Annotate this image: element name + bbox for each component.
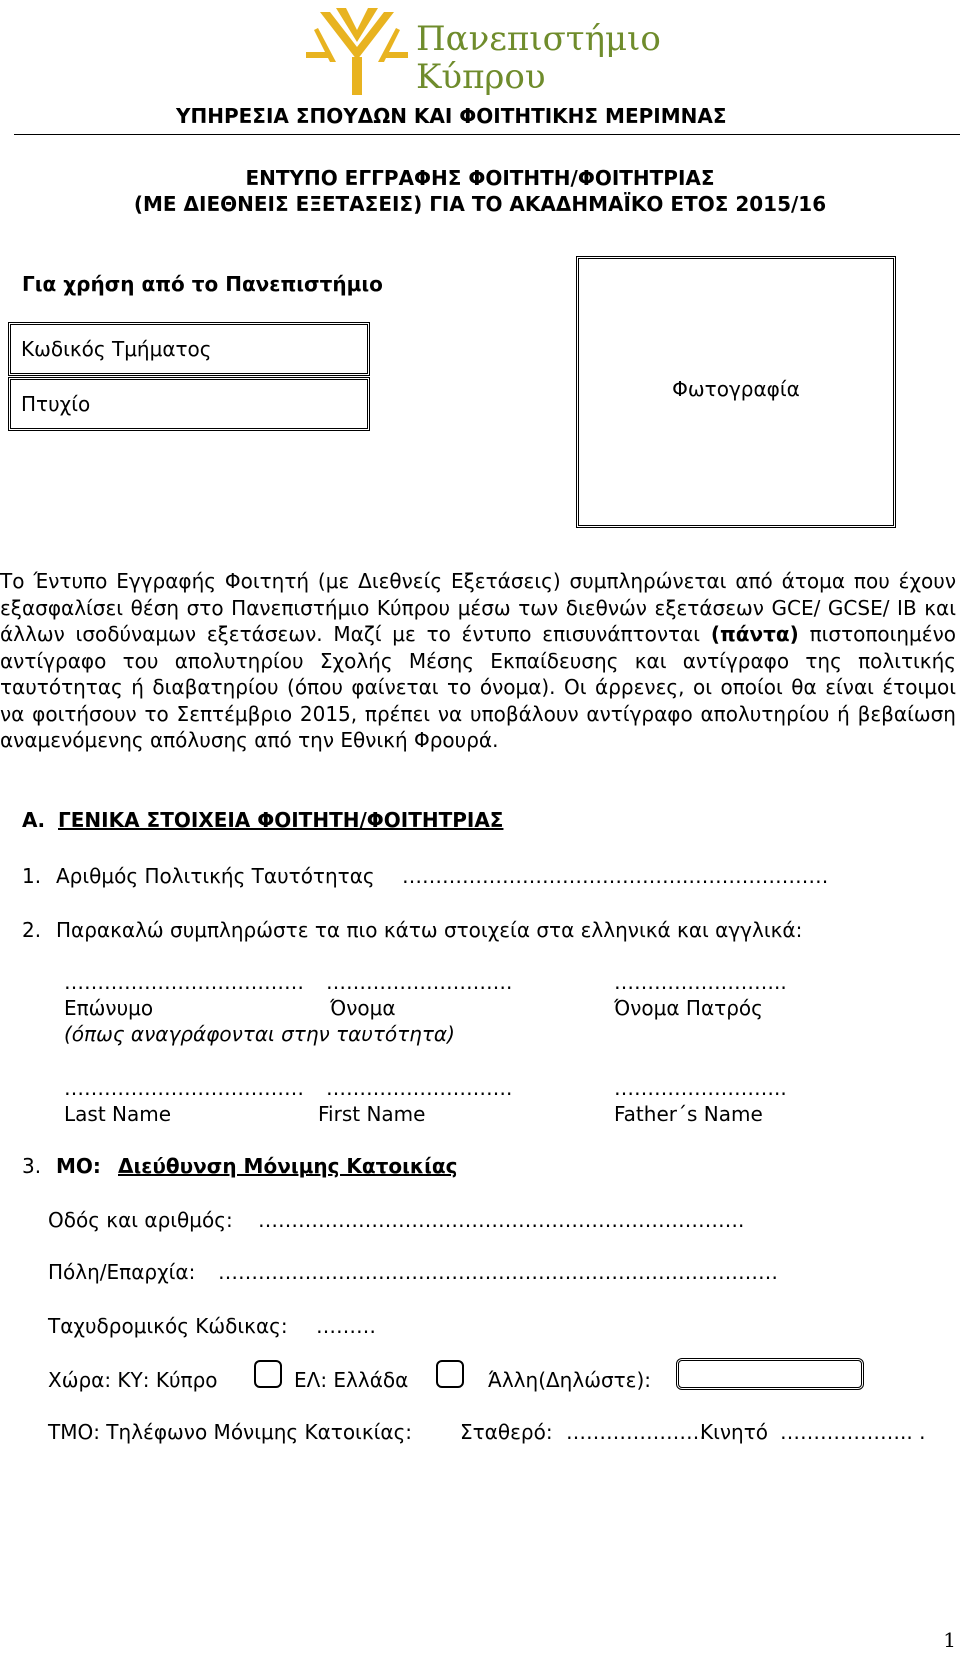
item1-label: Αριθμός Πολιτικής Ταυτότητας bbox=[56, 864, 375, 888]
city-field[interactable]: ………………………………………………………………………… bbox=[218, 1260, 778, 1284]
service-title: ΥΠΗΡΕΣΙΑ ΣΠΟΥΔΩΝ ΚΑΙ ΦΟΙΤΗΤΙΚΗΣ ΜΕΡΙΜΝΑΣ bbox=[176, 104, 727, 128]
item2-number: 2. bbox=[22, 918, 42, 942]
form-title-line1: ΕΝΤΥΠΟ ΕΓΓΡΑΦΗΣ ΦΟΙΤΗΤΗ/ΦΟΙΤΗΤΡΙΑΣ bbox=[245, 166, 715, 190]
logo-text-line2: Κύπρου bbox=[416, 57, 546, 97]
english-father-field[interactable]: …………………….. bbox=[614, 1076, 787, 1100]
cyprus-checkbox[interactable] bbox=[254, 1360, 282, 1388]
other-country-label: Άλλη(Δηλώστε): bbox=[488, 1368, 652, 1392]
other-country-field[interactable] bbox=[676, 1358, 864, 1390]
section-a-title: ΓΕΝΙΚΑ ΣΤΟΙΧΕΙΑ ΦΟΙΤΗΤΗ/ΦΟΙΤΗΤΡΙΑΣ bbox=[58, 808, 504, 832]
header-divider bbox=[14, 134, 960, 135]
greek-name-label: Όνομα bbox=[330, 996, 396, 1020]
degree-label: Πτυχίο bbox=[21, 392, 91, 416]
logo-text-line1: Πανεπιστήμιο bbox=[416, 19, 660, 59]
phone-label: ΤΜΟ: Τηλέφωνο Μόνιμης Κατοικίας: bbox=[48, 1420, 413, 1444]
department-code-box[interactable] bbox=[8, 322, 370, 376]
department-code-label: Κωδικός Τμήματος bbox=[21, 337, 212, 361]
greece-label: ΕΛ: Ελλάδα bbox=[294, 1368, 409, 1392]
greek-surname-field[interactable]: ……………………………… bbox=[64, 970, 304, 994]
greek-name-field[interactable]: ………………………. bbox=[326, 970, 513, 994]
item3-prefix: ΜΟ: bbox=[56, 1154, 101, 1178]
english-first-field[interactable]: ………………………. bbox=[326, 1076, 513, 1100]
english-father-label: Father΄s Name bbox=[614, 1102, 763, 1126]
greek-father-field[interactable]: …………………….. bbox=[614, 970, 787, 994]
office-use-heading: Για χρήση από το Πανεπιστήμιο bbox=[22, 272, 383, 296]
form-title-line2: (ΜΕ ΔΙΕΘΝΕΙΣ ΕΞΕΤΑΣΕΙΣ) ΓΙΑ ΤΟ ΑΚΑΔΗΜΑΪΚΟ ΕΤΟΣ 2015/16 bbox=[133, 192, 827, 216]
mobile-field[interactable]: ……………….. . bbox=[780, 1420, 926, 1444]
item3-number: 3. bbox=[22, 1154, 42, 1178]
postcode-label: Ταχυδρομικός Κώδικας: bbox=[48, 1314, 288, 1338]
item1-number: 1. bbox=[22, 864, 42, 888]
page-number: 1 bbox=[943, 1628, 956, 1652]
photo-box[interactable] bbox=[576, 256, 896, 528]
university-logo bbox=[300, 2, 660, 97]
city-label: Πόλη/Επαρχία: bbox=[48, 1260, 196, 1284]
intro-bold-word: (πάντα) bbox=[710, 622, 799, 646]
english-last-field[interactable]: ……………………………… bbox=[64, 1076, 304, 1100]
landline-field[interactable]: ………………… bbox=[566, 1420, 706, 1444]
degree-box[interactable] bbox=[8, 377, 370, 431]
country-label: Χώρα: ΚΥ: Κύπρο bbox=[48, 1368, 218, 1392]
photo-label: Φωτογραφία bbox=[672, 377, 800, 401]
english-first-label: First Name bbox=[318, 1102, 426, 1126]
mobile-label: Κινητό bbox=[700, 1420, 769, 1444]
item3-title: Διεύθυνση Μόνιμης Κατοικίας bbox=[118, 1154, 458, 1178]
postcode-field[interactable]: ……… bbox=[316, 1314, 376, 1338]
greek-surname-label: Επώνυμο bbox=[64, 996, 154, 1020]
street-label: Οδός και αριθμός: bbox=[48, 1208, 233, 1232]
greece-checkbox[interactable] bbox=[436, 1360, 464, 1388]
greek-father-label: Όνομα Πατρός bbox=[614, 996, 763, 1020]
tree-logo-icon bbox=[300, 2, 660, 97]
english-last-label: Last Name bbox=[64, 1102, 172, 1126]
greek-note: (όπως αναγράφονται στην ταυτότητα) bbox=[64, 1022, 455, 1046]
id-number-field[interactable]: …………………………………….………………… bbox=[402, 864, 829, 888]
intro-paragraph: Το Έντυπο Εγγραφής Φοιτητή (με Διεθνείς Εξετάσεις) συμπληρώνεται από άτομα που έχουν εξασφαλίσει θέση στο Πανεπιστήμιο Κύπρου μέσω των διεθνών εξετάσεων GCE/ GCSE/ IB και άλλων ισοδύναμων εξετάσεων. Μαζί με το έντυπο επισυνάπτονται (πάντα) πιστοποιημένο αντίγραφο του απολυτηρίου Σχολής Μέσης Εκπαίδευσης και αντίγραφο της πολιτικής ταυτότητας ή διαβατηρίου (όπου φαίνεται το όνομα). Οι άρρενες, οι οποίοι θα είναι έτοιμοι να φοιτήσουν το Σεπτέμβριο 2015, πρέπει να υποβάλουν αντίγραφο απολυτηρίου ή βεβαίωση αναμενόμενης απόλυσης από την Εθνική Φρουρά. bbox=[0, 569, 957, 752]
street-field[interactable]: ………………………………………………………………. bbox=[258, 1208, 745, 1232]
landline-label: Σταθερό: bbox=[460, 1420, 553, 1444]
section-a-letter: Α. bbox=[22, 808, 46, 832]
item2-label: Παρακαλώ συμπληρώστε τα πιο κάτω στοιχεία στα ελληνικά και αγγλικά: bbox=[56, 918, 803, 942]
